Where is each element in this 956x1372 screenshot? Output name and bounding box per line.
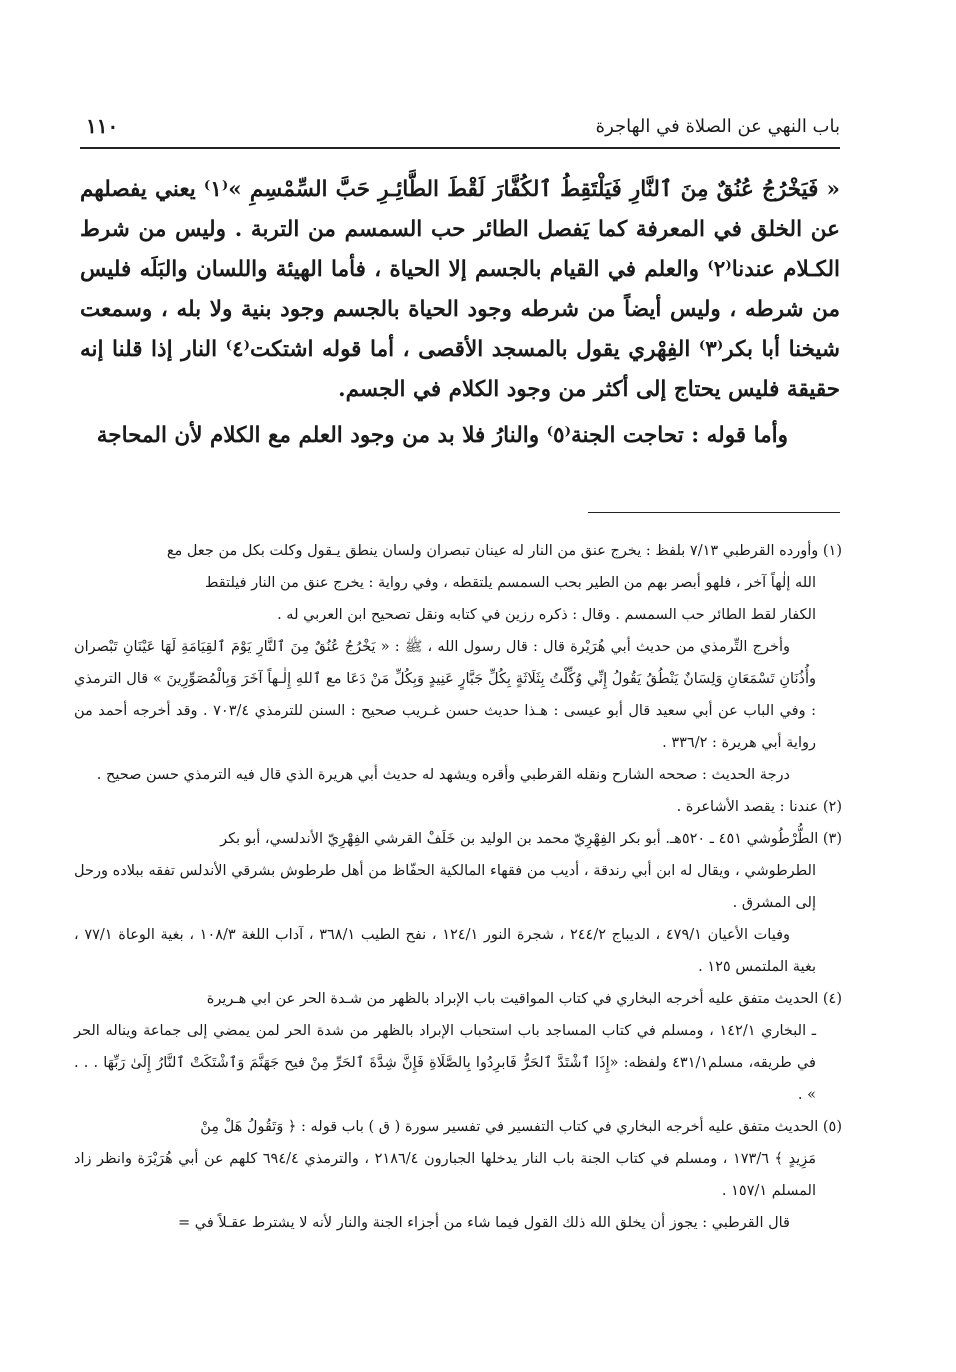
footnote-1-paragraph-2: وأخرج التِّرمذي من حديث أبي هُرَيْرة قال : قال رسول الله ، ﷺ : « يَخْرُجُ عُنُقٌ مِنَ ٱلنَّارِ يَوْمَ ٱلقِيَامَةِ لَهَا عَيْنَانِ تَبْصران وأُذُنَانِ تَسْمَعَانِ وَلِسَانٌ يَنْطُقُ يَقُولُ إِنِّي وُكِّلْتُ بِثَلَاثَةٍ بِكُلِّ جَبَّارٍ عَنِيدٍ وَبِكُلِّ مَنْ دَعَا مع ٱللهِ إِلٰـهاً آخَرَ وَبِالْمُصَوِّرِينَ » قال الترمذي : وفي الباب عن أبي سعيد قال أبو عيسى : هـذا حديث حسن غـريب صحيح : السنن للترمذي ٧٠٣/٤ . وقد أخرجه أحمد من رواية أبي هريرة : ٣٣٦/٢ . bbox=[74, 639, 816, 751]
footnote-5-continuation: مَزِيدٍ ﴾ ١٧٣/٦ ، ومسلم في كتاب الجنة باب النار يدخلها الجبارون ٢١٨٦/٤ ، والترمذي ٦٩٤/٤ كلهم عن أبي هُرَيْرَة وانظر زاد المسلم ١٥٧/١ . bbox=[74, 1151, 816, 1199]
footnote-5 bbox=[74, 1111, 842, 1239]
footnote-5-first-line: (٥) الحديث متفق عليه أخرجه البخاري في كتاب التفسير في تفسير سورة ( ق ) باب قوله : ﴿ وَتَقُولُ هَلْ مِنْ bbox=[200, 1119, 842, 1135]
footnote-3-continuation: الطرطوشي ، ويقال له ابن أبي رندقة ، أديب من فقهاء المالكية الحفّاظ من أهل طرطوش بشرقي الأندلس تفقه ببلاده ورحل إلى المشرق . bbox=[74, 863, 816, 911]
running-header bbox=[80, 112, 840, 146]
footnote-5-qurtubi-quote: قال القرطبي : يجوز أن يخلق الله ذلك القول فيما شاء من أجزاء الجنة والنار لأنه لا يشترط عقـلاً في = bbox=[177, 1215, 790, 1231]
header-rule bbox=[80, 147, 840, 149]
footnote-divider bbox=[588, 512, 840, 513]
footnote-2-line: (٢) عندنا : يقصد الأشاعرة . bbox=[676, 799, 842, 815]
main-paragraph-2: وأما قوله : تحاجت الجنة⁽٥⁾ والنارُ فلا بد من وجود العلم مع الكلام لأن المحاجة bbox=[96, 423, 788, 448]
footnote-1 bbox=[74, 535, 842, 791]
footnote-4-first-line: (٤) الحديث متفق عليه أخرجه البخاري في كتاب المواقيت باب الإبراد بالظهر من شـدة الحر عن ابي هـريرة bbox=[206, 991, 842, 1007]
footnote-2 bbox=[74, 791, 842, 823]
footnotes bbox=[74, 535, 842, 1239]
footnote-3 bbox=[74, 823, 842, 983]
footnote-4-continuation: ـ البخاري ١٤٢/١ ، ومسلم في كتاب المساجد باب استحباب الإبراد بالظهر من شدة الحر لمن يمضي إلى جماعة ويناله الحر في طريقه، مسلم٤٣١/١ ولفظه: «إِذَا ٱشْتَدَّ ٱلحَرُّ فَابرِدُوا بِالصَّلَاةِ فَإِنَّ شِدَّةَ ٱلحَرِّ مِنْ فيح جَهَنَّمَ وَٱشْتَكَتْ ٱلنَّارُ إِلَىٰ رَبِّهَا . . . » . bbox=[74, 1023, 816, 1103]
footnote-1-line-2: الله إلٰهاً آخر ، فلهو أبصر بهم من الطير بحب السمسم يلتقطه ، وفي رواية : يخرج عنق من النار فيلتقط bbox=[205, 575, 816, 591]
footnote-1-line-1: (١) وأورده القرطبي ٧/١٣ بلفظ : يخرج عنق من النار له عينان تبصران ولسان ينطق يـقول وكلت بكل من جعل مع bbox=[166, 543, 842, 559]
footnote-3-sources: وفيات الأعيان ٤٧٩/١ ، الديباج ٢٤٤/٢ ، شجرة النور ١٢٤/١ ، نفح الطيب ٣٦٨/١ ، آداب اللغة ١٠٨/٣ ، بغية الوعاة ٧٧/١ ، بغية الملتمس ١٢٥ . bbox=[74, 927, 816, 975]
footnote-4 bbox=[74, 983, 842, 1111]
footnote-1-paragraph-3: درجة الحديث : صححه الشارح ونقله القرطبي وأقره ويشهد له حديث أبي هريرة الذي قال فيه الترمذي حسن صحيح . bbox=[96, 767, 790, 783]
chapter-title: باب النهي عن الصلاة في الهاجرة bbox=[595, 116, 840, 137]
main-text bbox=[80, 170, 840, 456]
footnote-3-first-line: (٣) الطُّرْطُوشي ٤٥١ ـ ٥٢٠هـ. أبو بكر الفِهْرِيّ محمد بن الوليد بن خَلَفْ القرشي الفِهْرِيّ الأندلسي، أبو بكر bbox=[220, 831, 842, 847]
main-paragraph-1: « فَيَخْرُجُ عُنُقٌ مِنَ ٱلنَّارِ فَيَلْتَقِطُ ٱلكُفَّارَ لَقْطَ الطَّائِـرِ حَبَّ السِّمْسِمِ »⁽١⁾ يعني يفصلهم عن الخلق في المعرفة كما يَفصل الطائر حب السمسم من التربة . وليس من شرط الكـلام عندنا⁽٢⁾ والعلم في القيام بالجسم إلا الحياة ، فأما الهيئة واللسان والبَلَه فليس من شرطه ، وليس أيضاً من شرطه وجود الحياة بالجسم وجود بنية ولا بله ، وسمعت شيخنا أبا بكر⁽٣⁾ الفِهْري يقول بالمسجد الأقصى ، أما قوله اشتكت⁽٤⁾ النار إذا قلنا إنه حقيقة فليس يحتاج إلى أكثر من وجود الكلام في الجسم. bbox=[80, 177, 840, 402]
page-number: ١١٠ bbox=[86, 114, 119, 138]
footnote-1-line-3: الكفار لقط الطائر حب السمسم . وقال : ذكره رزين في كتابه ونقل تصحيح ابن العربي له . bbox=[277, 607, 816, 623]
